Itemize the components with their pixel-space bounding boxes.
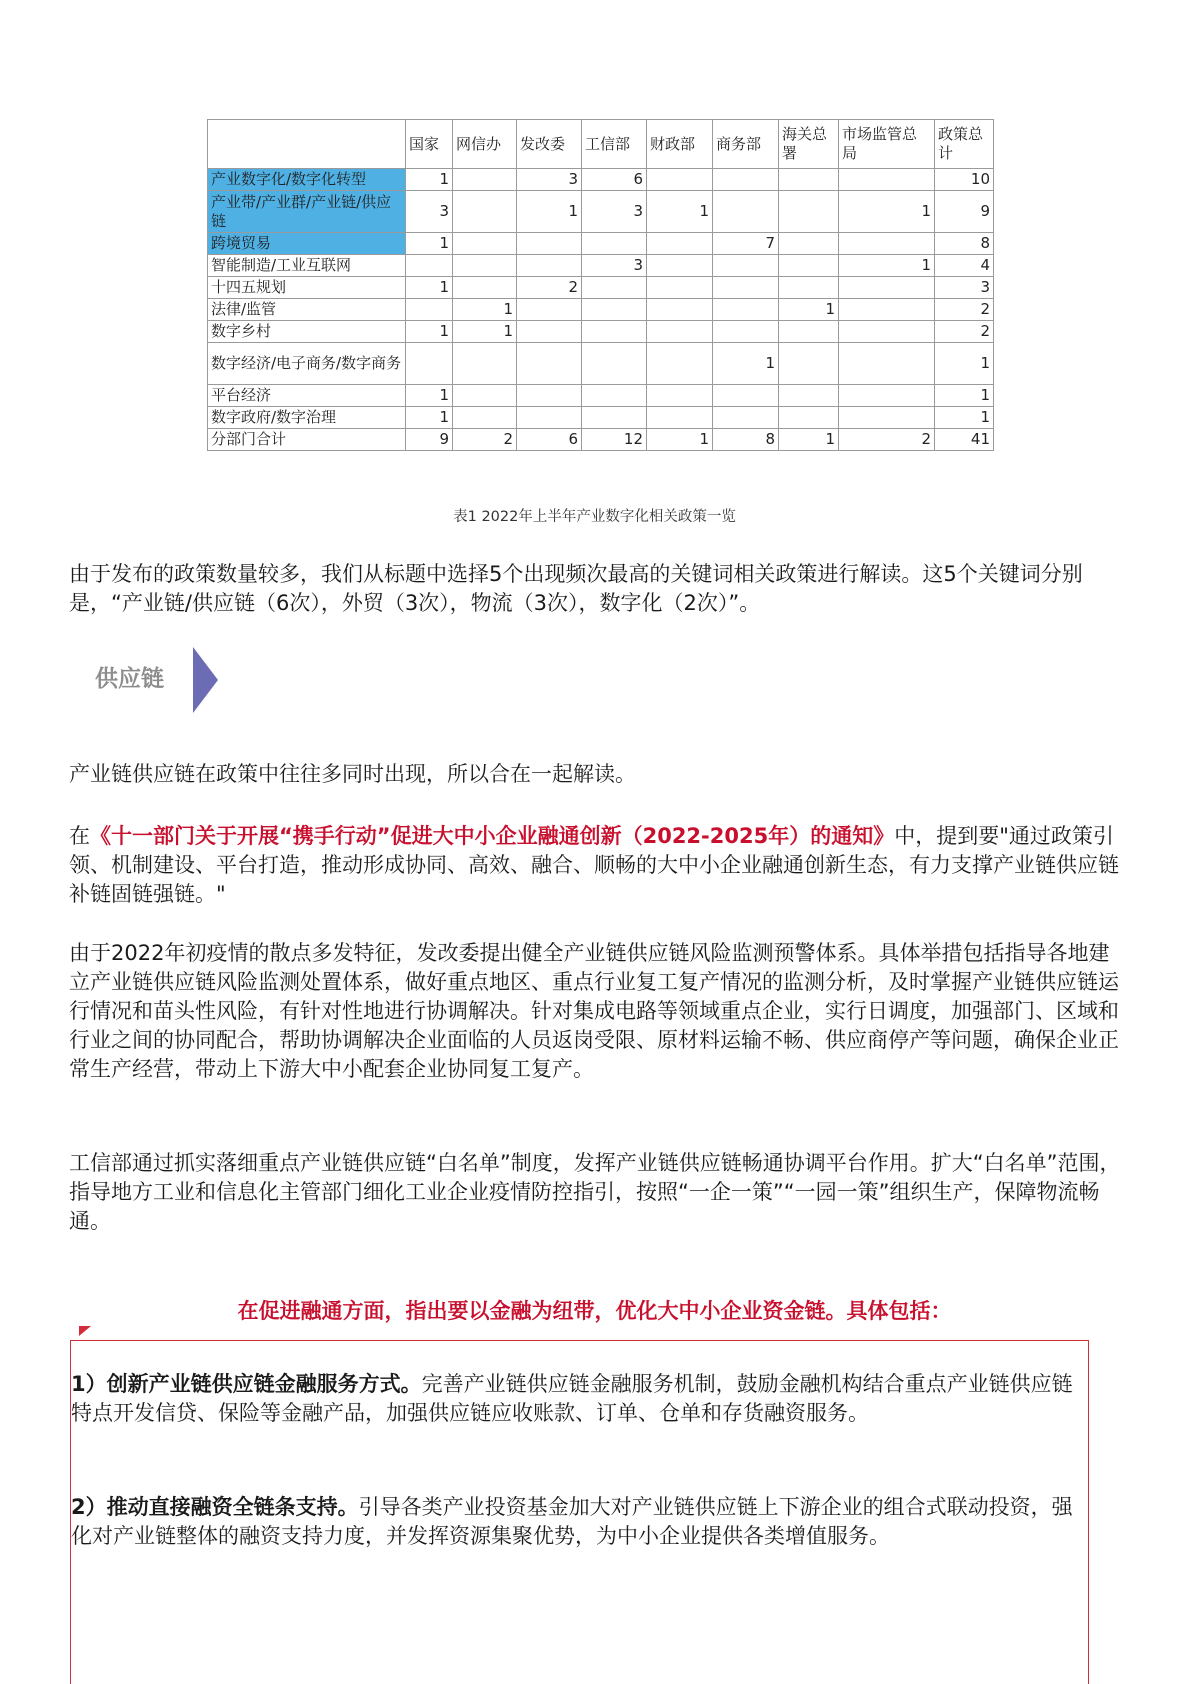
- table-cell: [517, 321, 582, 343]
- table-cell: 1: [406, 385, 453, 407]
- table-cell: [779, 255, 839, 277]
- table-cell: 1: [779, 299, 839, 321]
- table-row: [208, 407, 994, 429]
- table-cell: 1: [647, 191, 713, 233]
- table-cell: [582, 299, 647, 321]
- table-cell: [647, 169, 713, 191]
- table-row: [208, 299, 994, 321]
- table-row: [208, 233, 994, 255]
- table-cell: 2: [935, 321, 994, 343]
- table-cell: 10: [935, 169, 994, 191]
- table-cell: [713, 385, 779, 407]
- table-cell: [406, 255, 453, 277]
- table-cell: [839, 299, 935, 321]
- table-cell: [779, 385, 839, 407]
- table-cell: [582, 321, 647, 343]
- row-label: 数字乡村: [208, 321, 406, 343]
- table-cell: [453, 169, 517, 191]
- table-cell: 1: [779, 429, 839, 451]
- table-cell: 1: [406, 169, 453, 191]
- highlight-box: [70, 1340, 1089, 1684]
- table-cell: [779, 233, 839, 255]
- row-label: 产业数字化/数字化转型: [208, 169, 406, 191]
- table-cell: 4: [935, 255, 994, 277]
- table-cell: [647, 233, 713, 255]
- policy-title-link: 《十一部门关于开展“携手行动”促进大中小企业融通创新（2022-2025年）的通知》: [90, 824, 895, 848]
- table-cell: [453, 191, 517, 233]
- column-header: 工信部: [582, 120, 647, 169]
- table-cell: 1: [406, 277, 453, 299]
- box-item-2: [71, 1493, 1085, 1551]
- red-heading: 在促进融通方面，指出要以金融为纽带，优化大中小企业资金链。具体包括：: [237, 1299, 952, 1323]
- table-cell: [713, 255, 779, 277]
- table-cell: [582, 385, 647, 407]
- table-cell: 7: [713, 233, 779, 255]
- table-corner-cell: [208, 120, 406, 169]
- table-row: [208, 255, 994, 277]
- chevron-right-icon: [190, 647, 220, 713]
- column-header: 网信办: [453, 120, 517, 169]
- policy-table: [207, 119, 994, 451]
- paragraph-2: [69, 822, 1125, 909]
- paragraph-2-suffix: 中，提到要"通过政策引领、机制建设、平台打造，推动形成协同、高效、融合、顺畅的大中小企业融通创新生态，有力支撑产业链供应链补链固链强链。": [69, 824, 1119, 906]
- table-cell: 6: [517, 429, 582, 451]
- table-cell: [839, 385, 935, 407]
- table-cell: 8: [935, 233, 994, 255]
- table-cell: [713, 321, 779, 343]
- table-cell: [406, 299, 453, 321]
- column-header: 发改委: [517, 120, 582, 169]
- table-cell: [647, 407, 713, 429]
- column-header: 商务部: [713, 120, 779, 169]
- table-cell: 1: [406, 233, 453, 255]
- table-cell: 1: [517, 191, 582, 233]
- table-cell: [517, 407, 582, 429]
- table-cell: [839, 233, 935, 255]
- corner-marker-icon: [79, 1326, 91, 1336]
- table-cell: [779, 191, 839, 233]
- table-caption: 表1 2022年上半年产业数字化相关政策一览: [453, 509, 736, 525]
- row-label: 产业带/产业群/产业链/供应链: [208, 191, 406, 233]
- table-row: [208, 343, 994, 385]
- intro-paragraph: 由于发布的政策数量较多，我们从标题中选择5个出现频次最高的关键词相关政策进行解读。这5个关键词分别是，“产业链/供应链（6次），外贸（3次），物流（3次），数字化（2次）”。: [69, 562, 1083, 615]
- table-cell: [779, 169, 839, 191]
- table-cell: [839, 169, 935, 191]
- table-cell: 2: [517, 277, 582, 299]
- table-cell: 2: [453, 429, 517, 451]
- box-item-2-text: 引导各类产业投资基金加大对产业链供应链上下游企业的组合式联动投资，强化对产业链整体的融资支持力度，并发挥资源集聚优势，为中小企业提供各类增值服务。: [71, 1495, 1073, 1548]
- table-cell: [453, 407, 517, 429]
- row-label: 跨境贸易: [208, 233, 406, 255]
- table-row: [208, 191, 994, 233]
- table-cell: 1: [935, 343, 994, 385]
- table-cell: 8: [713, 429, 779, 451]
- table-cell: [517, 233, 582, 255]
- box-item-2-title: 2）推动直接融资全链条支持。: [71, 1495, 359, 1519]
- table-cell: [582, 277, 647, 299]
- table-cell: 1: [647, 429, 713, 451]
- column-header: 政策总计: [935, 120, 994, 169]
- table-row: [208, 429, 994, 451]
- row-label: 数字政府/数字治理: [208, 407, 406, 429]
- table-cell: [453, 385, 517, 407]
- table-cell: [713, 299, 779, 321]
- row-label: 数字经济/电子商务/数字商务: [208, 343, 406, 385]
- table-cell: [713, 169, 779, 191]
- table-cell: [779, 407, 839, 429]
- table-row: [208, 277, 994, 299]
- row-label: 分部门合计: [208, 429, 406, 451]
- row-label: 十四五规划: [208, 277, 406, 299]
- column-header: 海关总署: [779, 120, 839, 169]
- table-cell: 41: [935, 429, 994, 451]
- table-cell: [839, 277, 935, 299]
- table-cell: 9: [406, 429, 453, 451]
- table-cell: 1: [935, 407, 994, 429]
- table-cell: [713, 407, 779, 429]
- table-cell: 1: [406, 321, 453, 343]
- table-cell: 2: [935, 299, 994, 321]
- row-label: 平台经济: [208, 385, 406, 407]
- table-cell: [647, 343, 713, 385]
- table-cell: [647, 385, 713, 407]
- table-cell: [839, 343, 935, 385]
- table-cell: 1: [453, 321, 517, 343]
- table-row: [208, 385, 994, 407]
- table-cell: 2: [839, 429, 935, 451]
- table-cell: [779, 343, 839, 385]
- table-cell: [517, 385, 582, 407]
- table-cell: 1: [713, 343, 779, 385]
- table-cell: 1: [839, 191, 935, 233]
- paragraph-2-prefix: 在: [69, 824, 90, 848]
- table-cell: 6: [582, 169, 647, 191]
- table-cell: [453, 343, 517, 385]
- table-cell: [839, 407, 935, 429]
- table-cell: [517, 343, 582, 385]
- row-label: 法律/监管: [208, 299, 406, 321]
- table-cell: [582, 407, 647, 429]
- paragraph-1: 产业链供应链在政策中往往多同时出现，所以合在一起解读。: [69, 762, 636, 786]
- table-cell: [839, 321, 935, 343]
- table-cell: [713, 191, 779, 233]
- section-label: 供应链: [95, 666, 164, 692]
- table-cell: [453, 255, 517, 277]
- box-item-1: [71, 1370, 1085, 1428]
- table-cell: [647, 255, 713, 277]
- table-cell: [453, 233, 517, 255]
- row-label: 智能制造/工业互联网: [208, 255, 406, 277]
- table-cell: [713, 277, 779, 299]
- box-item-1-title: 1）创新产业链供应链金融服务方式。: [71, 1372, 422, 1396]
- paragraph-3: 由于2022年初疫情的散点多发特征，发改委提出健全产业链供应链风险监测预警体系。具体举措包括指导各地建立产业链供应链风险监测处置体系，做好重点地区、重点行业复工复产情况的监测分析，及时掌握产业链供应链运行情况和苗头性风险，有针对性地进行协调解决。针对集成电路等领域重点企业，实行日调度，加强部门、区域和行业之间的协同配合，帮助协调解决企业面临的人员返岗受限、原材料运输不畅、供应商停产等问题，确保企业正常生产经营，带动上下游大中小配套企业协同复工复产。: [69, 941, 1119, 1081]
- table-cell: [647, 299, 713, 321]
- table-cell: [582, 343, 647, 385]
- table-cell: [406, 343, 453, 385]
- table-cell: [517, 255, 582, 277]
- table-cell: 3: [935, 277, 994, 299]
- table-cell: [517, 299, 582, 321]
- paragraph-4: 工信部通过抓实落细重点产业链供应链“白名单”制度，发挥产业链供应链畅通协调平台作用。扩大“白名单”范围，指导地方工业和信息化主管部门细化工业企业疫情防控指引，按照“一企一策”“一园一策”组织生产，保障物流畅通。: [69, 1151, 1121, 1233]
- table-cell: [647, 321, 713, 343]
- table-cell: [647, 277, 713, 299]
- table-cell: 1: [406, 407, 453, 429]
- table-cell: 1: [935, 385, 994, 407]
- table-cell: 3: [582, 191, 647, 233]
- table-row: [208, 169, 994, 191]
- column-header: 财政部: [647, 120, 713, 169]
- table-cell: 3: [582, 255, 647, 277]
- table-cell: 12: [582, 429, 647, 451]
- table-row: [208, 321, 994, 343]
- table-cell: 3: [406, 191, 453, 233]
- table-cell: [779, 277, 839, 299]
- table-cell: [779, 321, 839, 343]
- column-header: 国家: [406, 120, 453, 169]
- box-item-1-text: 完善产业链供应链金融服务机制，鼓励金融机构结合重点产业链供应链特点开发信贷、保险等金融产品，加强供应链应收账款、订单、仓单和存货融资服务。: [71, 1372, 1073, 1425]
- table-cell: 3: [517, 169, 582, 191]
- table-header-row: [208, 120, 994, 169]
- table-cell: [582, 233, 647, 255]
- table-cell: 9: [935, 191, 994, 233]
- table-cell: [453, 277, 517, 299]
- table-cell: 1: [453, 299, 517, 321]
- column-header: 市场监管总局: [839, 120, 935, 169]
- table-cell: 1: [839, 255, 935, 277]
